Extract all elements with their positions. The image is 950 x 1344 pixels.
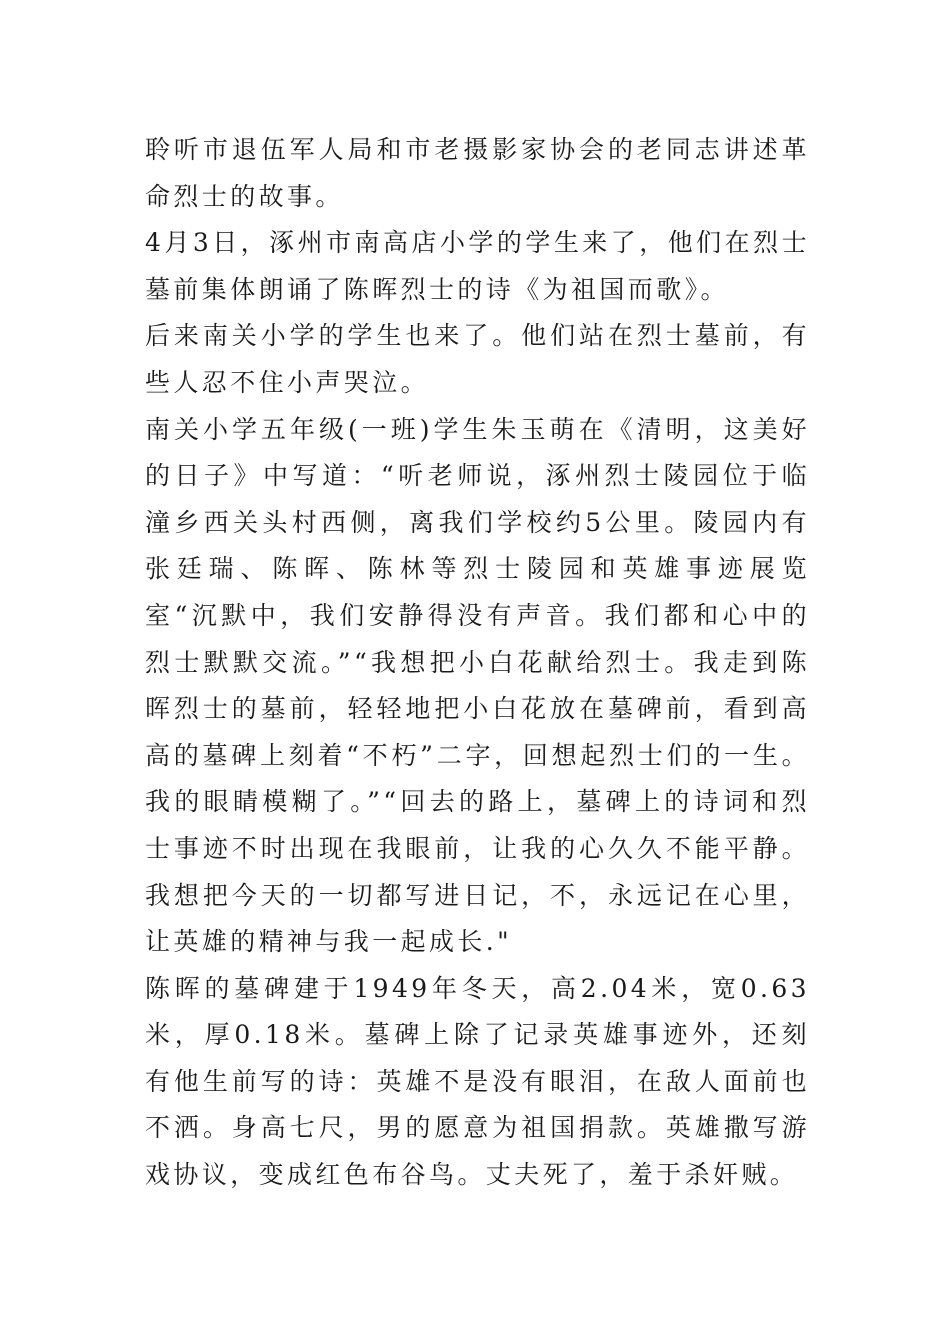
paragraph-4: 南关小学五年级(一班)学生朱玉萌在《清明，这美好的日子》中写道：“听老师说，涿州烈士陵园位于临潼乡西关头村西侧，离我们学校约5公里。陵园内有张廷瑞、陈晖、陈林等烈士陵园和英雄事迹展览室“沉默中，我们安静得没有声音。我们都和心中的烈士默默交流。”“我想把小白花献给烈士。我走到陈晖烈士的墓前，轻轻地把小白花放在墓碑前，看到高高的墓碑上刻着“不朽”二字，回想起烈士们的一生。我的眼睛模糊了。”“回去的路上，墓碑上的诗词和烈士事迹不时出现在我眼前，让我的心久久不能平静。我想把今天的一切都写进日记，不，永远记在心里，让英雄的精神与我一起成长." bbox=[145, 414, 810, 957]
paragraph-1: 聆听市退伍军人局和市老摄影家协会的老同志讲述革命烈士的故事。 bbox=[145, 135, 810, 211]
paragraph-5: 陈晖的墓碑建于1949年冬天，高2.04米，宽0.63米，厚0.18米。墓碑上除了记录英雄事迹外，还刻有他生前写的诗：英雄不是没有眼泪，在敌人面前也不洒。身高七尺，男的愿意为祖国捐款。英雄撒写游戏协议，变成红色布谷鸟。丈夫死了，羞于杀奸贼。 bbox=[145, 973, 810, 1190]
paragraph-3: 后来南关小学的学生也来了。他们站在烈士墓前，有些人忍不住小声哭泣。 bbox=[145, 321, 810, 397]
paragraph-2: 4月3日，涿州市南高店小学的学生来了，他们在烈士墓前集体朗诵了陈晖烈士的诗《为祖国而歌》。 bbox=[145, 228, 810, 304]
document-body bbox=[145, 127, 810, 1199]
